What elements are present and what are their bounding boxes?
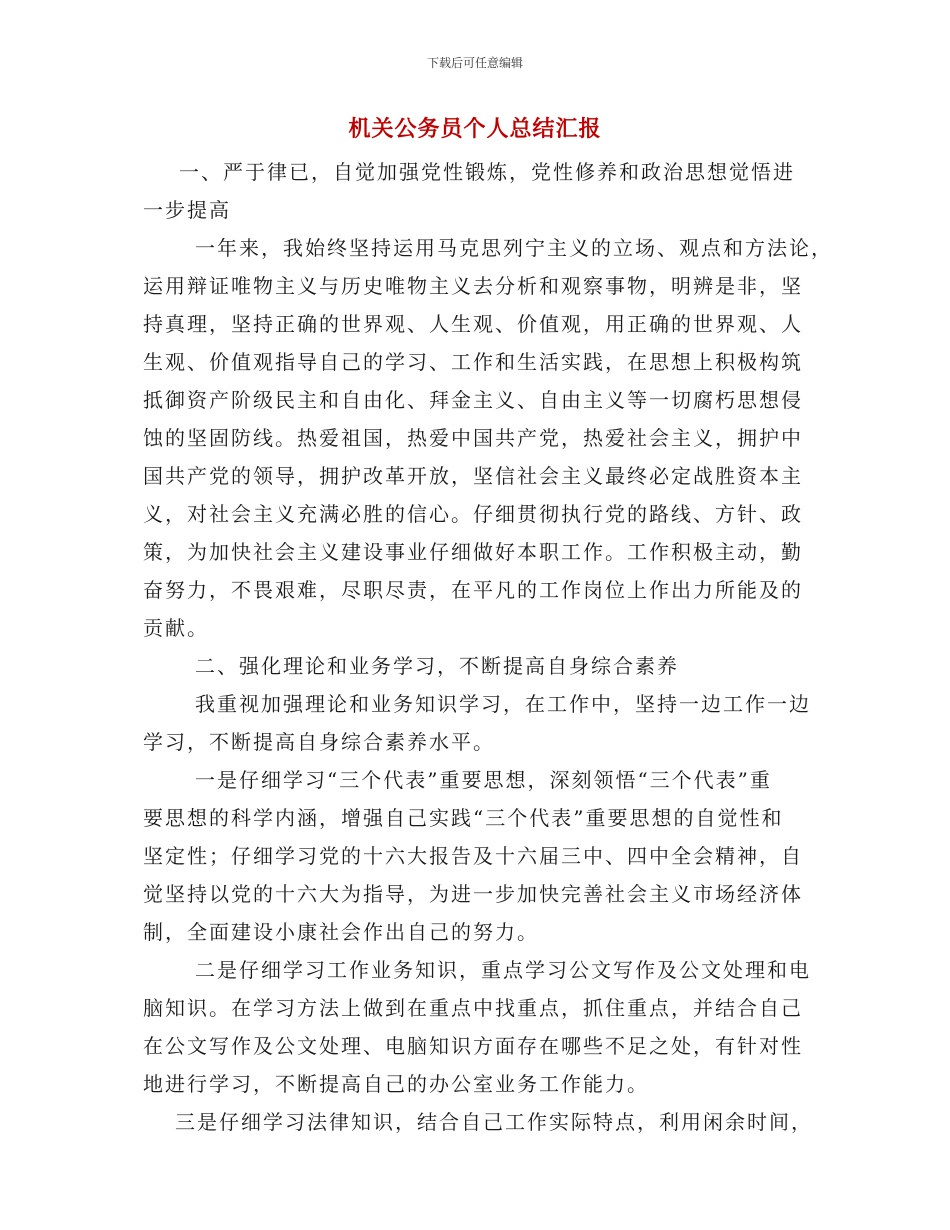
paragraph-line: 学习，不断提高自身综合素养水平。 bbox=[143, 730, 495, 754]
paragraph-line: 二、强化理论和业务学习，不断提高自身综合素养 bbox=[195, 654, 679, 678]
paragraph-line: 要思想的科学内涵，增强自己实践“三个代表”重要思想的自觉性和 bbox=[143, 806, 784, 830]
paragraph-line: 义，对社会主义充满必胜的信心。仔细贯彻执行党的路线、方针、政 bbox=[143, 502, 803, 526]
paragraph-line: 地进行学习，不断提高自己的办公室业务工作能力。 bbox=[143, 1072, 649, 1096]
paragraph-line: 一步提高 bbox=[143, 198, 231, 222]
paragraph-line: 二是仔细学习工作业务知识，重点学习公文写作及公文处理和电 bbox=[195, 958, 811, 982]
paragraph-line: 我重视加强理论和业务知识学习，在工作中，坚持一边工作一边 bbox=[195, 692, 811, 716]
paragraph-line: 在公文写作及公文处理、电脑知识方面存在哪些不足之处，有针对性 bbox=[143, 1034, 803, 1058]
paragraph-line: 一是仔细学习“三个代表”重要思想，深刻领悟“三个代表”重 bbox=[195, 768, 772, 792]
document-title: 机关公务员个人总结汇报 bbox=[348, 116, 602, 142]
header-note: 下载后可任意编辑 bbox=[426, 56, 523, 70]
paragraph-line: 蚀的坚固防线。热爱祖国，热爱中国共产党，热爱社会主义，拥护中 bbox=[143, 426, 803, 450]
paragraph-line: 奋努力，不畏艰难，尽职尽责，在平凡的工作岗位上作出力所能及的 bbox=[143, 578, 803, 602]
paragraph-line: 策，为加快社会主义建设事业仔细做好本职工作。工作积极主动，勤 bbox=[143, 540, 803, 564]
paragraph-line: 觉坚持以党的十六大为指导，为进一步加快完善社会主义市场经济体 bbox=[143, 882, 803, 906]
paragraph-line: 一、严于律已，自觉加强党性锻炼，党性修养和政治思想觉悟进 bbox=[179, 160, 795, 184]
paragraph-line: 抵御资产阶级民主和自由化、拜金主义、自由主义等一切腐朽思想侵 bbox=[143, 388, 803, 412]
paragraph-line: 贡献。 bbox=[143, 616, 209, 640]
paragraph-line: 运用辩证唯物主义与历史唯物主义去分析和观察事物，明辨是非，坚 bbox=[143, 274, 803, 298]
paragraph-line: 生观、价值观指导自己的学习、工作和生活实践，在思想上积极构筑 bbox=[143, 350, 803, 374]
paragraph-line: 持真理，坚持正确的世界观、人生观、价值观，用正确的世界观、人 bbox=[143, 312, 803, 336]
paragraph-line: 三是仔细学习法律知识，结合自己工作实际特点，利用闲余时间， bbox=[175, 1110, 813, 1134]
paragraph-line: 国共产党的领导，拥护改革开放，坚信社会主义最终必定战胜资本主 bbox=[143, 464, 803, 488]
paragraph-line: 制，全面建设小康社会作出自己的努力。 bbox=[143, 920, 539, 944]
paragraph-line: 一年来，我始终坚持运用马克思列宁主义的立场、观点和方法论， bbox=[195, 236, 833, 260]
paragraph-line: 脑知识。在学习方法上做到在重点中找重点，抓住重点，并结合自己 bbox=[143, 996, 803, 1020]
paragraph-line: 坚定性；仔细学习党的十六大报告及十六届三中、四中全会精神，自 bbox=[143, 844, 803, 868]
